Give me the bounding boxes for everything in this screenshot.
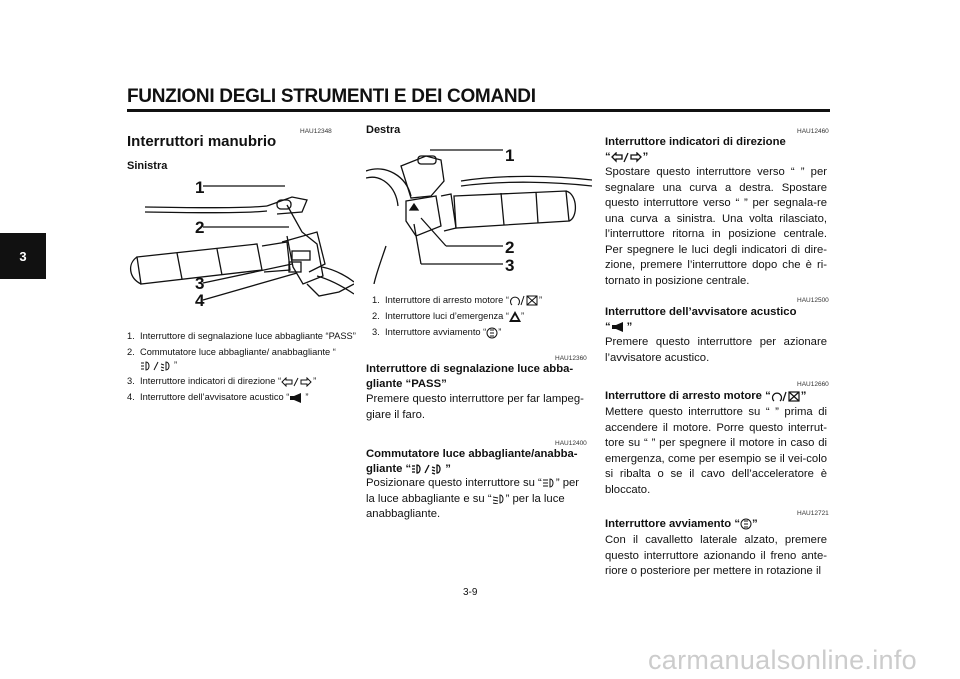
- callout-4: 4: [195, 291, 205, 310]
- callout-1: 1: [505, 146, 515, 165]
- horn-icon: [289, 393, 305, 403]
- section-title: Interruttori manubrio: [127, 133, 277, 150]
- caption-item: 3. Interruttore avviamento “ ”: [372, 327, 502, 337]
- watermark: carmanualsonline.info: [648, 645, 917, 675]
- start-icon: [486, 327, 498, 339]
- turn-signal-heading-icon: “ ”: [605, 151, 649, 163]
- section-heading: Interruttore di segnalazione luce abba- gliante “PASS”: [366, 363, 574, 390]
- caption-item: 1. Interruttore di arresto motore “ ”: [372, 295, 543, 305]
- header-rule: [127, 109, 830, 112]
- page-number: 3-9: [463, 587, 478, 598]
- turn-signal-icon: [281, 377, 313, 387]
- low-beam-icon: [492, 494, 506, 504]
- section-code: HAU12400: [555, 440, 587, 447]
- callout-3: 3: [195, 274, 205, 293]
- section-code: HAU12348: [300, 128, 332, 135]
- section-heading: Interruttore di arresto motore “ ”: [605, 390, 807, 402]
- chapter-tab: 3: [0, 233, 46, 279]
- section-heading: Interruttore indicatori di direzione: [605, 136, 786, 148]
- engine-stop-icon: [771, 391, 801, 402]
- callout-2: 2: [195, 218, 205, 237]
- page-header-title: FUNZIONI DEGLI STRUMENTI E DEI COMANDI: [127, 86, 536, 107]
- left-handlebar-illustration: [127, 172, 354, 318]
- section-code: HAU12660: [797, 381, 829, 388]
- horn-heading-icon: “ ”: [605, 321, 633, 333]
- section-body: Posizionare questo interruttore su “ ” per la luce abbagliante e su “ ” per la luce anabbagliante.: [366, 477, 580, 520]
- section-code: HAU12460: [797, 128, 829, 135]
- caption-item: 2. Commutatore luce abbagliante/ anabbagliante “”: [127, 347, 336, 370]
- callout-1: 1: [195, 178, 205, 197]
- left-captions: [127, 330, 357, 407]
- subsection-title-left: Sinistra: [127, 160, 168, 172]
- right-handlebar-illustration: [366, 136, 592, 284]
- high-beam-icon: [542, 478, 556, 488]
- high-low-beam-icon: [140, 361, 174, 371]
- callout-3: 3: [505, 256, 515, 275]
- section-code: HAU12721: [797, 510, 829, 517]
- caption-item: 2. Interruttore luci d’emergenza “ ”: [372, 311, 525, 321]
- section-body: Spostare questo interruttore verso “ ” per segnalare una curva a destra. Spostare questo interruttore verso “ ” per segnala-re una curva a sinistra. Una volta rilasciato, l’interruttore ritorna in posizione centrale. Per spegnere le luci degli indicatori di dire-zione, premere l’interruttore dopo che è ri-tornato in posizione centrale.: [605, 166, 827, 287]
- caption-item: 3. Interruttore indicatori di direzione “ ”: [127, 376, 317, 386]
- right-captions: [372, 294, 602, 342]
- section-heading: Interruttore avviamento “ ”: [605, 518, 758, 530]
- callout-2: 2: [505, 238, 515, 257]
- caption-item: 4. Interruttore dell’avvisatore acustico “ ”: [127, 392, 309, 402]
- section-body: Mettere questo interruttore su “ ” prima di accendere il motore. Porre questo interrut-tore su “ ” per spegnere il motore in caso di emergenza, come per esempio se il vei-colo si ribalta o se il cavo dell’acceleratore è bloccato.: [605, 406, 827, 496]
- section-heading: Commutatore luce abbagliante/anabba- gliante “ ”: [366, 448, 578, 475]
- high-low-beam-icon: [411, 464, 445, 475]
- section-body: Con il cavalletto laterale alzato, premere questo interruttore azionando il freno ante-riore o posteriore per mettere in rotazione il: [605, 534, 827, 577]
- section-body: Premere questo interruttore per far lampeg- giare il faro.: [366, 393, 584, 421]
- section-body: Premere questo interruttore per azionare l’avvisatore acustico.: [605, 336, 827, 364]
- section-code: HAU12360: [555, 355, 587, 362]
- section-heading: Interruttore dell’avvisatore acustico: [605, 306, 797, 318]
- section-code: HAU12500: [797, 297, 829, 304]
- caption-item: 1. Interruttore di segnalazione luce abbagliante “PASS”: [127, 331, 356, 341]
- start-icon: [740, 518, 752, 530]
- engine-stop-icon: [509, 295, 539, 306]
- hazard-icon: [509, 311, 521, 322]
- subsection-title-right: Destra: [366, 124, 401, 136]
